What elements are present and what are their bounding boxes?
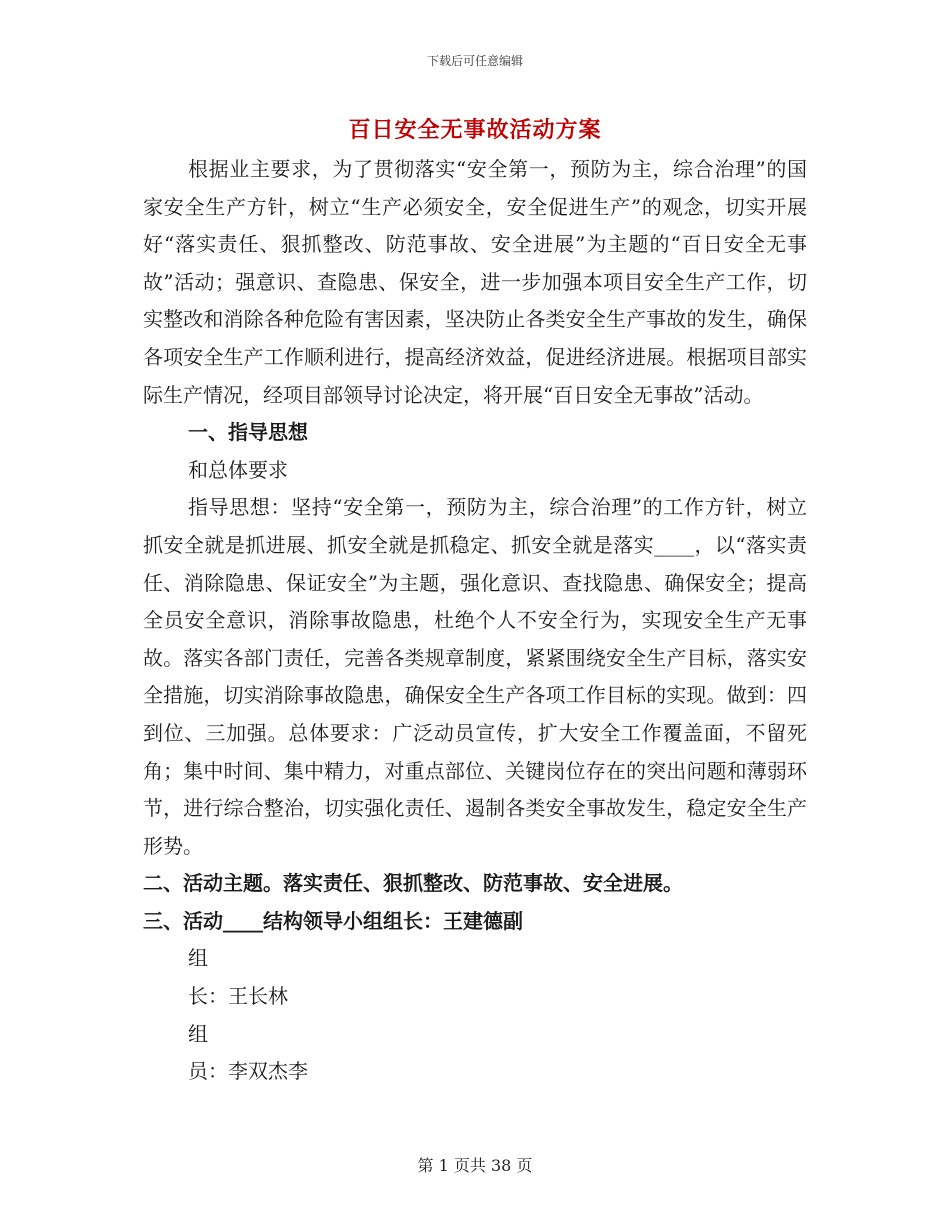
intro-paragraph: 根据业主要求，为了贯彻落实“安全第一，预防为主，综合治理”的国家安全生产方针，树立“生产必须安全，安全促进生产”的观念，切实开展好“落实责任、狠抓整改、防范事故、安全进展”为主题的“百日安全无事故”活动；强意识、查隐患、保安全，进一步加强本项目安全生产工作，切实整改和消除各种危险有害因素，坚决防止各类安全生产事故的发生，确保各项安全生产工作顺利进行，提高经济效益，促进经济进展。根据项目部实际生产情况，经项目部领导讨论决定，将开展“百日安全无事故”活动。 bbox=[143, 157, 807, 407]
section-1-body: 指导思想：坚持“安全第一，预防为主，综合治理”的工作方针，树立抓安全就是抓进展、抓安全就是抓稳定、抓安全就是落实____，以“落实责任、消除隐患、保证安全”为主题，强化意识、查找隐患、确保安全；提高全员安全意识，消除事故隐患，杜绝个人不安全行为，实现安全生产无事故。落实各部门责任，完善各类规章制度，紧紧围绕安全生产目标，落实安全措施，切实消除事故隐患，确保安全生产各项工作目标的实现。做到：四到位、三加强。总体要求：广泛动员宣传，扩大安全工作覆盖面，不留死角；集中时间、集中精力，对重点部位、关键岗位存在的突出问题和薄弱环节，进行综合整治，切实强化责任、遏制各类安全事故发生，稳定安全生产形势。 bbox=[143, 495, 807, 858]
section-1-subheading: 和总体要求 bbox=[188, 457, 288, 482]
group-member-line: 员：李双杰李 bbox=[188, 1059, 308, 1084]
section-1-heading: 一、指导思想 bbox=[188, 420, 308, 445]
group-line-2: 组 bbox=[188, 1021, 208, 1046]
section-3-heading: 三、活动____结构领导小组组长：王建德副 bbox=[143, 908, 523, 933]
document-title: 百日安全无事故活动方案 bbox=[348, 117, 602, 143]
header-note: 下载后可任意编辑 bbox=[426, 54, 523, 68]
page-number-footer: 第 1 页共 38 页 bbox=[417, 1156, 533, 1175]
section-2-heading: 二、活动主题。落实责任、狠抓整改、防范事故、安全进展。 bbox=[143, 871, 683, 896]
group-leader-line: 长：王长林 bbox=[188, 984, 288, 1009]
group-line-1: 组 bbox=[188, 946, 208, 971]
document-body bbox=[143, 151, 807, 1091]
